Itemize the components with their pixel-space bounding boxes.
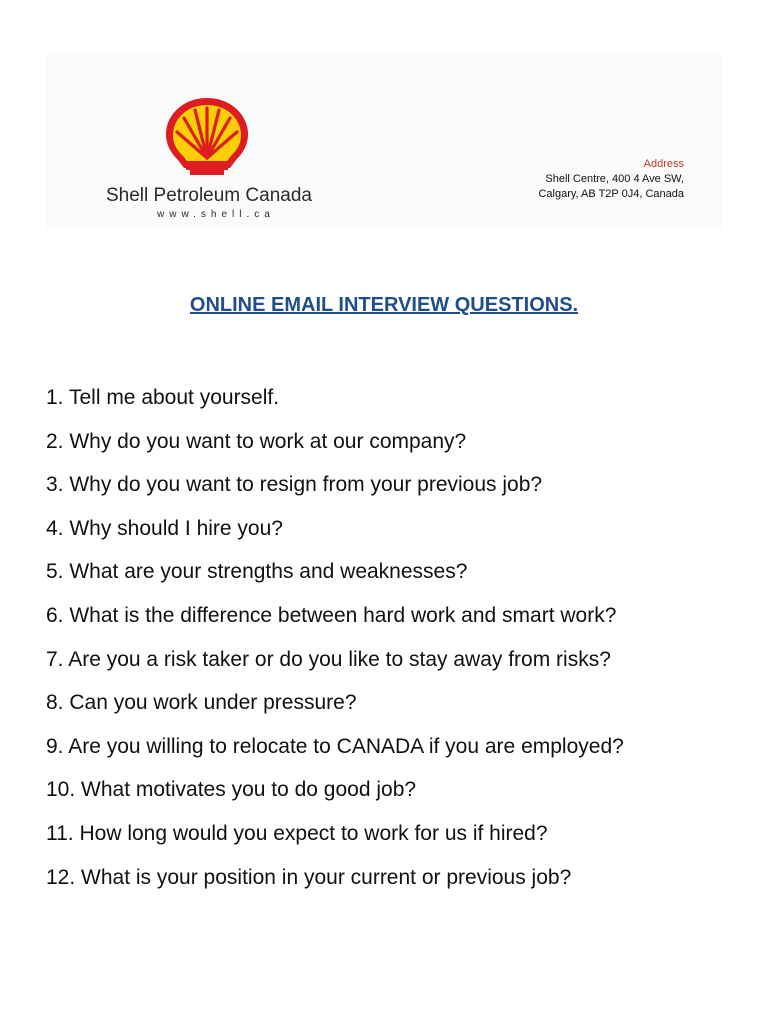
company-website: www.shell.ca [157,209,275,220]
address-line-2: Calgary, AB T2P 0J4, Canada [538,188,684,200]
list-item: 2. Why do you want to work at our company? [46,429,467,453]
list-item: 12. What is your position in your current or previous job? [46,865,572,889]
list-item: 3. Why do you want to resign from your previous job? [46,473,543,497]
list-item: 5. What are your strengths and weaknesses? [46,560,468,584]
list-item: 6. What is the difference between hard work and smart work? [46,603,617,627]
list-item: 10. What motivates you to do good job? [46,778,417,802]
document-title: ONLINE EMAIL INTERVIEW QUESTIONS. [189,294,579,316]
list-item: 8. Can you work under pressure? [46,691,357,715]
address-line-1: Shell Centre, 400 4 Ave SW, [545,173,684,185]
shell-pecten-logo-icon [162,96,252,178]
address-block [538,157,684,202]
list-item: 7. Are you a risk taker or do you like to stay away from risks? [46,647,611,671]
list-item: 1. Tell me about yourself. [46,386,280,409]
list-item: 11. How long would you expect to work for us if hired? [46,821,548,845]
list-item: 9. Are you willing to relocate to CANADA if you are employed? [46,734,624,758]
company-name: Shell Petroleum Canada [106,185,312,206]
address-title: Address [643,158,684,170]
question-list [46,376,624,899]
list-item: 4. Why should I hire you? [46,516,283,540]
